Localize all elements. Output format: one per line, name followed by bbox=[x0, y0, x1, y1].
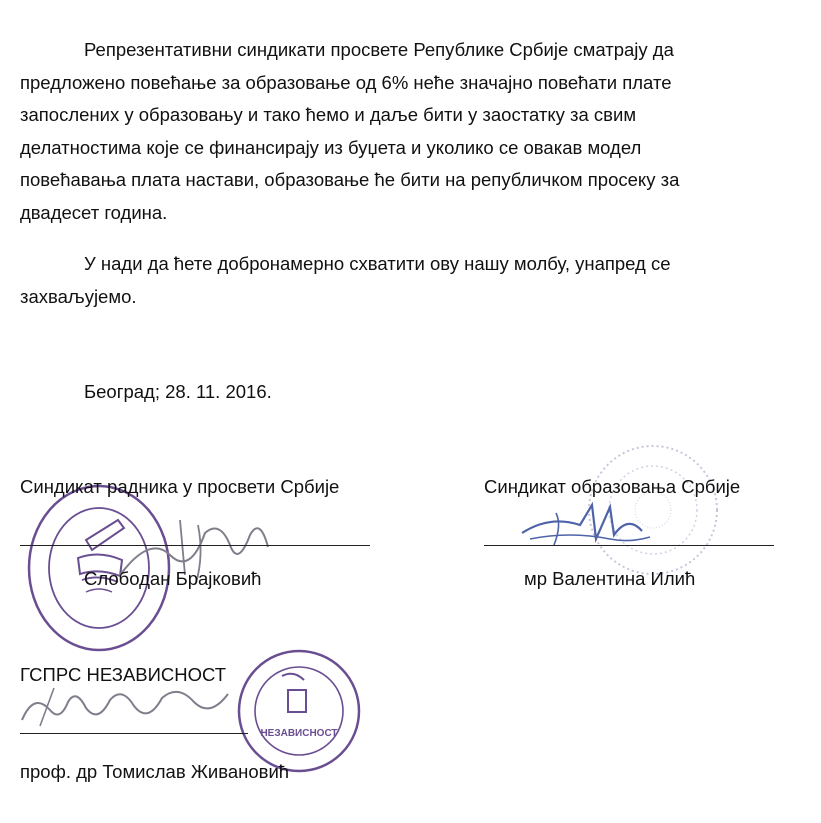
org-sos: Синдикат образовања Србије bbox=[484, 476, 741, 497]
paragraph-line: запослених у образовању и тако ћемо и даље бити у заостатку за свим bbox=[20, 104, 637, 126]
name-ilic: мр Валентина Илић bbox=[524, 568, 696, 589]
place-date: Београд; 28. 11. 2016. bbox=[84, 381, 272, 402]
signature-line-bottom bbox=[20, 733, 248, 734]
paragraph-line: захваљујемо. bbox=[20, 285, 137, 307]
paragraph-1 bbox=[20, 34, 795, 230]
paragraph-2 bbox=[20, 248, 795, 313]
nezavisnost-stamp-icon bbox=[234, 646, 364, 776]
org-srps: Синдикат радника у просвети Србије bbox=[20, 476, 340, 497]
org-gsprs: ГСПРС НЕЗАВИСНОСТ bbox=[20, 664, 227, 685]
paragraph-line: делатностима које се финансирају из буџета и уколико се овакав модел bbox=[20, 136, 642, 158]
paragraph-line: повећавања плата настави, образовање ће бити на републичком просеку за bbox=[20, 169, 680, 191]
signature-zivanovic-icon bbox=[14, 680, 244, 735]
paragraph-line: Репрезентативни синдикати просвете Републике Србије сматрају да bbox=[84, 39, 674, 60]
paragraph-line: двадесет година. bbox=[20, 201, 168, 223]
signature-ilic-icon bbox=[510, 495, 660, 555]
paragraph-line: предложено повећање за образовање од 6% неће значајно повећати плате bbox=[20, 71, 672, 93]
paragraph-line: У нади да ћете добронамерно схватити ову нашу молбу, унапред се bbox=[84, 253, 671, 274]
nezavisnost-word: НЕЗАВИСНОСТ bbox=[260, 728, 338, 739]
name-brajkovic: Слободан Брајковић bbox=[84, 568, 262, 589]
signature-line-right bbox=[484, 545, 774, 546]
name-zivanovic: проф. др Томислав Живановић bbox=[20, 761, 290, 782]
signature-line-left bbox=[20, 545, 370, 546]
